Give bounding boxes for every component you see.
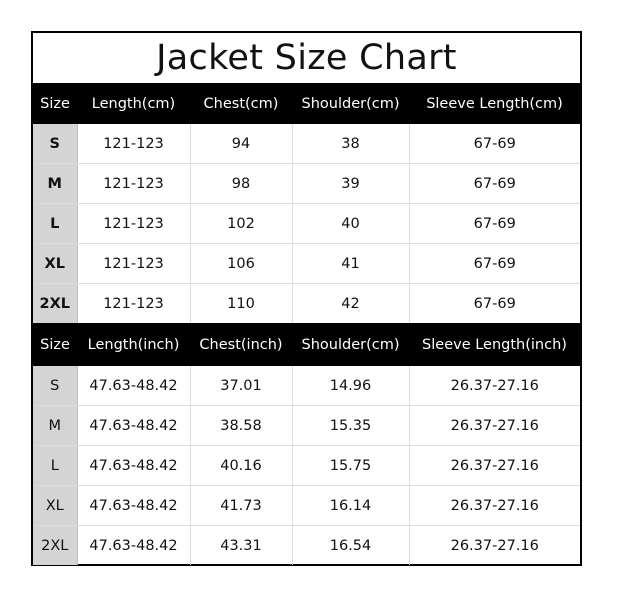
table-cell: 47.63-48.42	[77, 406, 190, 446]
column-header: Chest(cm)	[190, 83, 292, 124]
table-cell: 26.37-27.16	[409, 366, 580, 406]
table-row	[33, 124, 580, 164]
table-cell: 102	[190, 204, 292, 244]
table-row	[33, 164, 580, 204]
table-row	[33, 204, 580, 244]
table-cell: 26.37-27.16	[409, 486, 580, 526]
table-cell: 26.37-27.16	[409, 446, 580, 486]
table-cell: 67-69	[409, 244, 580, 284]
size-label: S	[33, 124, 77, 164]
table-cell: 121-123	[77, 284, 190, 324]
table-cell: 110	[190, 284, 292, 324]
table-cell: 41	[292, 244, 409, 284]
column-header: Length(cm)	[77, 83, 190, 124]
table-cell: 121-123	[77, 244, 190, 284]
column-header: Size	[33, 83, 77, 124]
table-cell: 47.63-48.42	[77, 486, 190, 526]
table-cell: 47.63-48.42	[77, 366, 190, 406]
table-row	[33, 244, 580, 284]
table-cell: 41.73	[190, 486, 292, 526]
table-cell: 39	[292, 164, 409, 204]
size-label: L	[33, 204, 77, 244]
table-cell: 67-69	[473, 295, 516, 312]
column-header: Sleeve Length(cm)	[409, 83, 580, 124]
column-header: Length(inch)	[77, 323, 190, 366]
table-cell: 38.58	[190, 406, 292, 446]
table-cell: 121-123	[77, 124, 190, 164]
size-chart	[31, 31, 582, 566]
table-cell: 106	[190, 244, 292, 284]
cm-table-header-row	[33, 83, 580, 124]
size-table	[33, 83, 580, 565]
inch-table-header-row	[33, 323, 580, 366]
table-cell: 15.75	[292, 446, 409, 486]
table-row	[33, 366, 580, 406]
size-label: 2XL	[33, 526, 77, 566]
size-label: XL	[33, 244, 77, 284]
table-cell: 16.14	[292, 486, 409, 526]
table-cell: 67-69	[409, 164, 580, 204]
column-header: Size	[33, 323, 77, 366]
column-header: Sleeve Length(inch)	[409, 323, 580, 366]
table-cell: 40	[292, 204, 409, 244]
table-cell: 43.31	[190, 526, 292, 566]
table-cell: 47.63-48.42	[77, 446, 190, 486]
size-label: M	[33, 164, 77, 204]
table-cell: 37.01	[190, 366, 292, 406]
table-row	[33, 526, 580, 566]
table-row	[33, 406, 580, 446]
table-cell: 121-123	[77, 164, 190, 204]
table-cell: 38	[292, 124, 409, 164]
table-cell: 42	[292, 284, 409, 324]
table-row	[33, 486, 580, 526]
table-cell: 67-69	[409, 204, 580, 244]
table-cell: 94	[190, 124, 292, 164]
table-row	[33, 446, 580, 486]
table-cell: 26.37-27.16	[409, 406, 580, 446]
table-cell: 40.16	[190, 446, 292, 486]
size-label: 2XL	[33, 284, 77, 324]
table-cell: 26.37-27.16	[450, 537, 539, 554]
size-label: S	[33, 366, 77, 406]
table-cell: 98	[190, 164, 292, 204]
cm-section	[33, 83, 580, 323]
column-header: Shoulder(cm)	[292, 323, 409, 366]
table-row	[33, 284, 580, 324]
table-cell: 67-69	[409, 124, 580, 164]
size-label: M	[33, 406, 77, 446]
column-header: Chest(inch)	[190, 323, 292, 366]
table-cell: 14.96	[292, 366, 409, 406]
table-cell: 15.35	[292, 406, 409, 446]
size-label: XL	[33, 486, 77, 526]
table-cell: 121-123	[77, 204, 190, 244]
inch-section	[33, 323, 580, 565]
column-header: Shoulder(cm)	[292, 83, 409, 124]
size-label: L	[33, 446, 77, 486]
table-cell: 47.63-48.42	[77, 526, 190, 566]
chart-title: Jacket Size Chart	[156, 38, 457, 78]
table-cell: 16.54	[292, 526, 409, 566]
